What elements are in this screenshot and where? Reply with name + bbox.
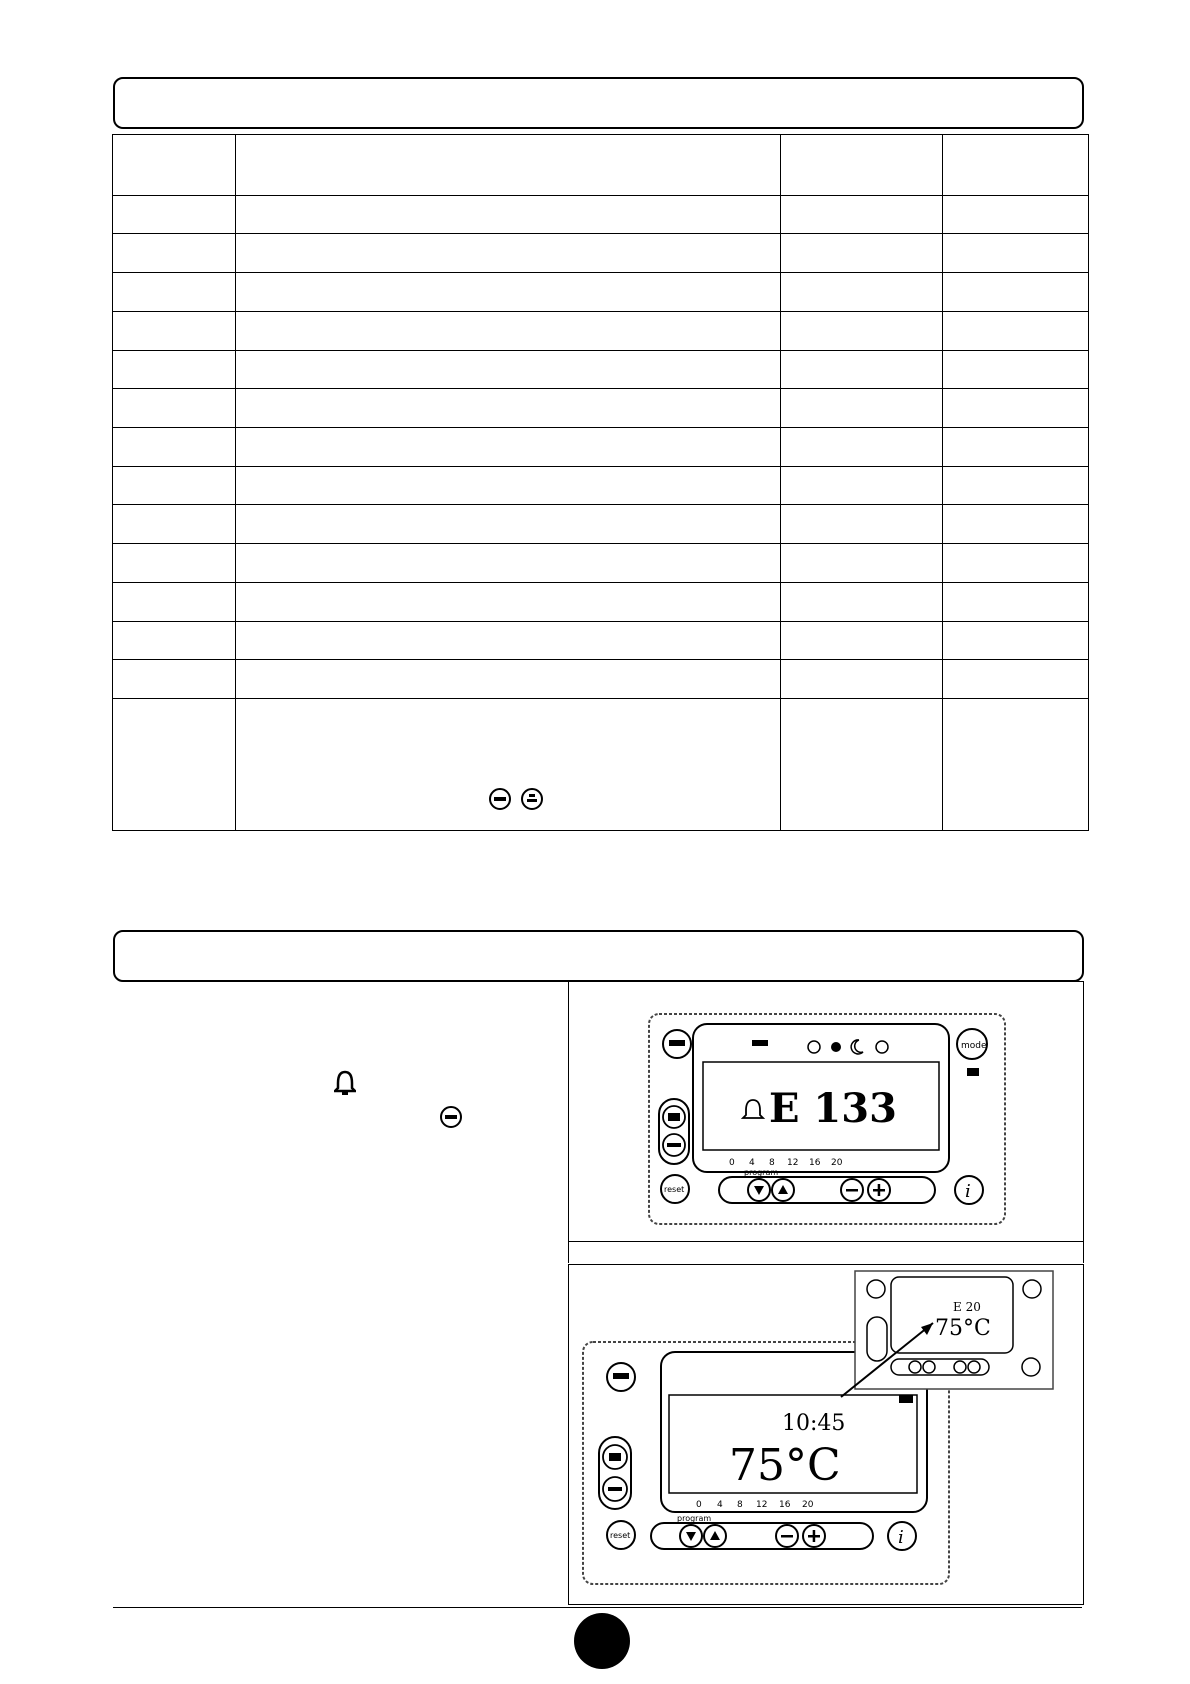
program-label: program: [744, 1168, 779, 1177]
circle-minus-icon: [489, 788, 511, 810]
top-icons: [752, 1040, 888, 1054]
parameter-table: [112, 134, 1088, 831]
table-header-row: [113, 135, 1089, 196]
svg-text:12: 12: [756, 1500, 768, 1510]
reset-label: reset: [664, 1185, 685, 1194]
circle-tap-icon: [521, 788, 543, 810]
svg-text:4: 4: [749, 1158, 755, 1168]
section-title-box-1: [113, 77, 1084, 129]
table-row: [113, 660, 1089, 699]
table-row: [113, 195, 1089, 234]
info-label: i: [965, 1181, 971, 1202]
svg-text:16: 16: [779, 1500, 791, 1510]
svg-text:16: 16: [809, 1158, 821, 1168]
footer-rule: [113, 1607, 1082, 1608]
figure-panel-1: [568, 981, 1084, 1242]
table-row-last: [113, 699, 1089, 831]
figure-panel-2: [568, 1264, 1084, 1605]
svg-text:12: 12: [787, 1158, 799, 1168]
section-title-box-2: [113, 930, 1084, 982]
table-row: [113, 311, 1089, 350]
svg-text:8: 8: [737, 1500, 743, 1510]
control-panel-illustration-1: [569, 982, 1083, 1241]
table-row: [113, 505, 1089, 544]
hour-scale: [696, 1500, 814, 1510]
inset-error-code: E 20: [953, 1300, 981, 1314]
lcd-bell-icon: [743, 1100, 763, 1118]
table-row: [113, 466, 1089, 505]
table-row: [113, 544, 1089, 583]
hour-scale: [729, 1158, 843, 1168]
page-number-badge: [574, 1613, 630, 1669]
circle-minus-icon: [440, 1106, 462, 1128]
lcd-time: 10:45: [782, 1411, 846, 1436]
program-label: program: [677, 1514, 712, 1523]
info-label: i: [898, 1527, 904, 1548]
lcd-error-code: E 133: [769, 1085, 897, 1132]
svg-text:8: 8: [769, 1158, 775, 1168]
table-row: [113, 234, 1089, 273]
table-row: [113, 389, 1089, 428]
table-row: [113, 273, 1089, 312]
inset-temperature: 75°C: [935, 1316, 991, 1341]
table-row: [113, 428, 1089, 467]
svg-text:4: 4: [717, 1500, 723, 1510]
inset-display: [855, 1271, 1053, 1389]
reset-label: reset: [610, 1531, 631, 1540]
bell-icon: [334, 1070, 356, 1096]
svg-text:20: 20: [831, 1158, 843, 1168]
mode-label: mode: [961, 1041, 987, 1051]
table-row: [113, 621, 1089, 660]
table-row: [113, 582, 1089, 621]
control-panel-illustration-2: [569, 1265, 1083, 1604]
svg-text:0: 0: [729, 1158, 735, 1168]
svg-text:20: 20: [802, 1500, 814, 1510]
table-row: [113, 350, 1089, 389]
panel-caption-strip: [568, 1240, 1084, 1263]
lcd-temperature: 75°C: [729, 1440, 841, 1491]
svg-text:0: 0: [696, 1500, 702, 1510]
